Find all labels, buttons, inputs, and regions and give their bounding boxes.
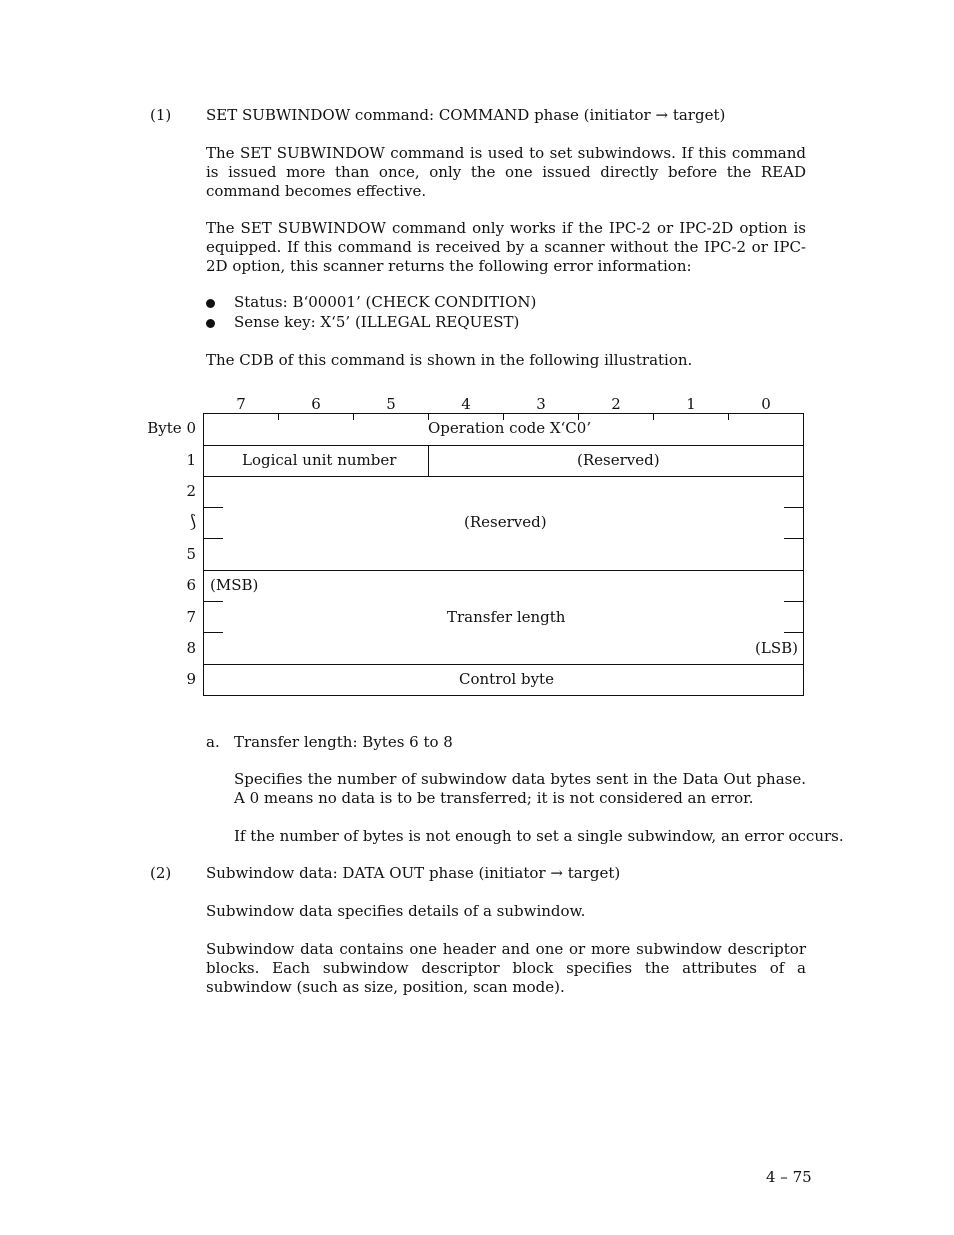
section-heading: Subwindow data: DATA OUT phase (initiator → target) xyxy=(206,864,621,882)
cell-divider xyxy=(428,445,429,477)
opcode-cell: Operation code X‘C0’ xyxy=(428,419,592,437)
byte-label: 6 xyxy=(186,576,196,594)
section-number: (1) xyxy=(150,106,172,124)
byte-label: Byte 0 xyxy=(147,419,196,437)
paragraph: The SET SUBWINDOW command only works if the IPC-2 or IPC-2D option is equipped. If this command is received by a scanner without the IPC-2 or IPC-2D option, this scanner returns the following error information: xyxy=(206,219,806,275)
byte-label: ⟆ xyxy=(189,512,196,532)
bit-label: 3 xyxy=(536,395,546,413)
bullet-icon xyxy=(206,299,215,308)
page-number: 4 – 75 xyxy=(766,1168,812,1186)
byte-label: 7 xyxy=(186,608,196,626)
row-stub xyxy=(203,507,223,508)
row-stub xyxy=(784,632,804,633)
note-title: Transfer length: Bytes 6 to 8 xyxy=(234,733,453,751)
row-stub xyxy=(203,632,223,633)
table-border xyxy=(803,413,804,696)
bit-tick xyxy=(278,413,279,420)
transfer-length-cell: Transfer length xyxy=(447,608,566,626)
bit-label: 7 xyxy=(236,395,246,413)
bit-label: 2 xyxy=(611,395,621,413)
byte-label: 1 xyxy=(186,451,196,469)
bullet-item: Sense key: X‘5’ (ILLEGAL REQUEST) xyxy=(234,313,520,331)
lsb-label: (LSB) xyxy=(755,639,798,657)
bit-tick xyxy=(653,413,654,420)
paragraph: Subwindow data specifies details of a subwindow. xyxy=(206,902,586,920)
row-stub xyxy=(784,538,804,539)
bit-tick xyxy=(728,413,729,420)
note-label: a. xyxy=(206,733,220,751)
paragraph: If the number of bytes is not enough to set a single subwindow, an error occurs. xyxy=(234,827,844,845)
row-stub xyxy=(784,601,804,602)
row-divider xyxy=(203,570,804,571)
row-stub xyxy=(784,507,804,508)
lun-cell: Logical unit number xyxy=(242,451,397,469)
paragraph: Subwindow data contains one header and one or more subwindow descriptor blocks. Each subwindow descriptor block specifies the attributes of a subwindow (such as size, position, scan mode). xyxy=(206,940,806,996)
bit-label: 0 xyxy=(761,395,771,413)
paragraph: The CDB of this command is shown in the following illustration. xyxy=(206,351,693,369)
bit-label: 4 xyxy=(461,395,471,413)
bit-tick xyxy=(353,413,354,420)
row-stub xyxy=(203,538,223,539)
msb-label: (MSB) xyxy=(210,576,259,594)
control-byte-cell: Control byte xyxy=(459,670,554,688)
reserved-block: (Reserved) xyxy=(464,513,547,531)
table-border xyxy=(203,695,804,696)
bit-label: 6 xyxy=(311,395,321,413)
paragraph: The SET SUBWINDOW command is used to set subwindows. If this command is issued more than once, only the one issued directly before the READ command becomes effective. xyxy=(206,144,806,200)
byte-label: 5 xyxy=(186,545,196,563)
section-heading: SET SUBWINDOW command: COMMAND phase (initiator → target) xyxy=(206,106,726,124)
byte-label: 9 xyxy=(186,670,196,688)
row-stub xyxy=(203,601,223,602)
row-divider xyxy=(203,664,804,665)
bullet-icon xyxy=(206,319,215,328)
byte-label: 2 xyxy=(186,482,196,500)
row-divider xyxy=(203,476,804,477)
bit-label: 5 xyxy=(386,395,396,413)
bullet-item: Status: B‘00001’ (CHECK CONDITION) xyxy=(234,293,537,311)
bit-label: 1 xyxy=(686,395,696,413)
section-number: (2) xyxy=(150,864,172,882)
row-divider xyxy=(203,445,804,446)
table-border xyxy=(203,413,204,696)
reserved-cell: (Reserved) xyxy=(577,451,660,469)
paragraph: Specifies the number of subwindow data bytes sent in the Data Out phase. A 0 means no data is to be transferred; it is not considered an error. xyxy=(234,770,806,807)
byte-label: 8 xyxy=(186,639,196,657)
